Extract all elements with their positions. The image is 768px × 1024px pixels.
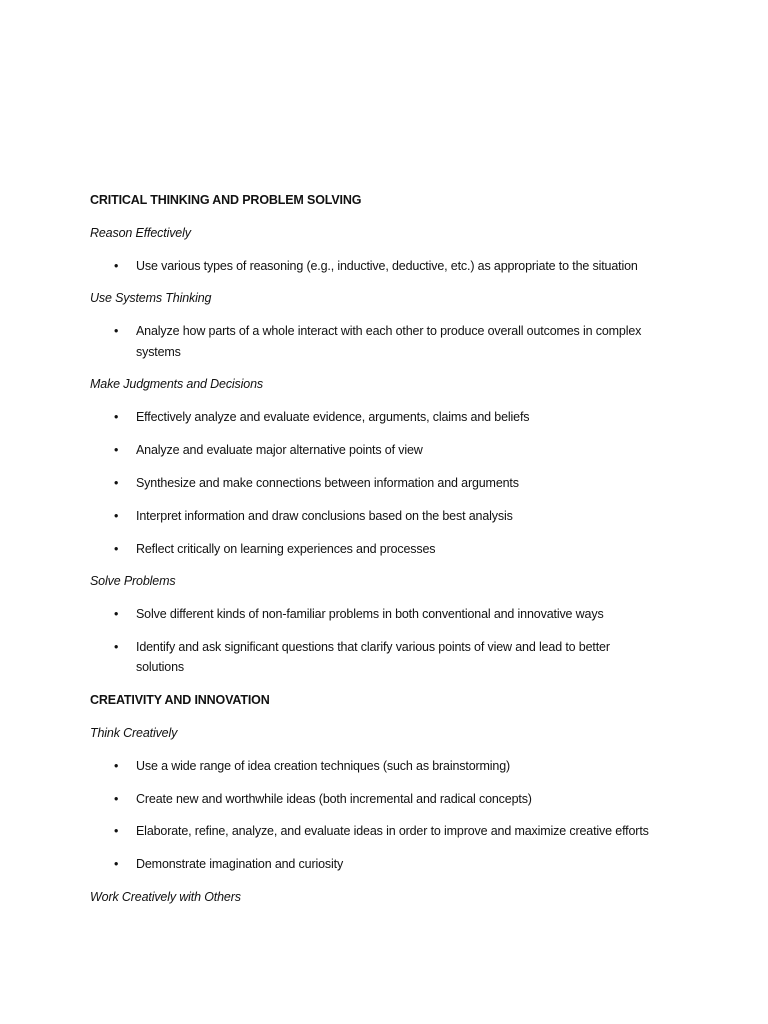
list-item: Identify and ask significant questions that clarify various points of view and lead to better bbox=[136, 640, 610, 654]
bullet-symbol: • bbox=[114, 759, 119, 773]
list-item: Analyze and evaluate major alternative points of view bbox=[136, 443, 423, 457]
list-item: Demonstrate imagination and curiosity bbox=[136, 857, 344, 871]
bullet-symbol: • bbox=[114, 324, 119, 338]
bullet-symbol: • bbox=[114, 410, 119, 424]
bullet-symbol: • bbox=[114, 792, 119, 806]
list-item-continuation: solutions bbox=[136, 660, 184, 674]
list-item: Solve different kinds of non-familiar problems in both conventional and innovative ways bbox=[136, 607, 604, 621]
bullet-symbol: • bbox=[114, 824, 119, 838]
list-item: Reflect critically on learning experiences and processes bbox=[136, 542, 436, 556]
list-item: Synthesize and make connections between information and arguments bbox=[136, 476, 519, 490]
list-item: Effectively analyze and evaluate evidence, arguments, claims and beliefs bbox=[136, 410, 530, 424]
bullet-symbol: • bbox=[114, 259, 119, 273]
bullet-symbol: • bbox=[114, 640, 119, 654]
bullet-symbol: • bbox=[114, 857, 119, 871]
section-heading-creativity: CREATIVITY AND INNOVATION bbox=[90, 693, 270, 707]
bullet-symbol: • bbox=[114, 476, 119, 490]
list-item: Elaborate, refine, analyze, and evaluate ideas in order to improve and maximize creative efforts bbox=[136, 824, 649, 838]
subsection-title-make-judgments: Make Judgments and Decisions bbox=[90, 377, 263, 391]
subsection-title-use-systems-thinking: Use Systems Thinking bbox=[90, 291, 212, 305]
bullet-symbol: • bbox=[114, 607, 119, 621]
list-item: Analyze how parts of a whole interact with each other to produce overall outcomes in complex bbox=[136, 324, 642, 338]
subsection-title-work-creatively: Work Creatively with Others bbox=[90, 890, 241, 904]
list-item: Create new and worthwhile ideas (both incremental and radical concepts) bbox=[136, 792, 532, 806]
section-heading-critical-thinking: CRITICAL THINKING AND PROBLEM SOLVING bbox=[90, 193, 362, 207]
bullet-symbol: • bbox=[114, 542, 119, 556]
list-item: Use a wide range of idea creation techniques (such as brainstorming) bbox=[136, 759, 511, 773]
bullet-symbol: • bbox=[114, 443, 119, 457]
subsection-title-solve-problems: Solve Problems bbox=[90, 574, 176, 588]
bullet-symbol: • bbox=[114, 509, 119, 523]
subsection-title-think-creatively: Think Creatively bbox=[90, 726, 178, 740]
subsection-title-reason-effectively: Reason Effectively bbox=[90, 226, 191, 240]
list-item: Interpret information and draw conclusions based on the best analysis bbox=[136, 509, 513, 523]
list-item: Use various types of reasoning (e.g., inductive, deductive, etc.) as appropriate to the situation bbox=[136, 259, 638, 273]
list-item-continuation: systems bbox=[136, 345, 181, 359]
